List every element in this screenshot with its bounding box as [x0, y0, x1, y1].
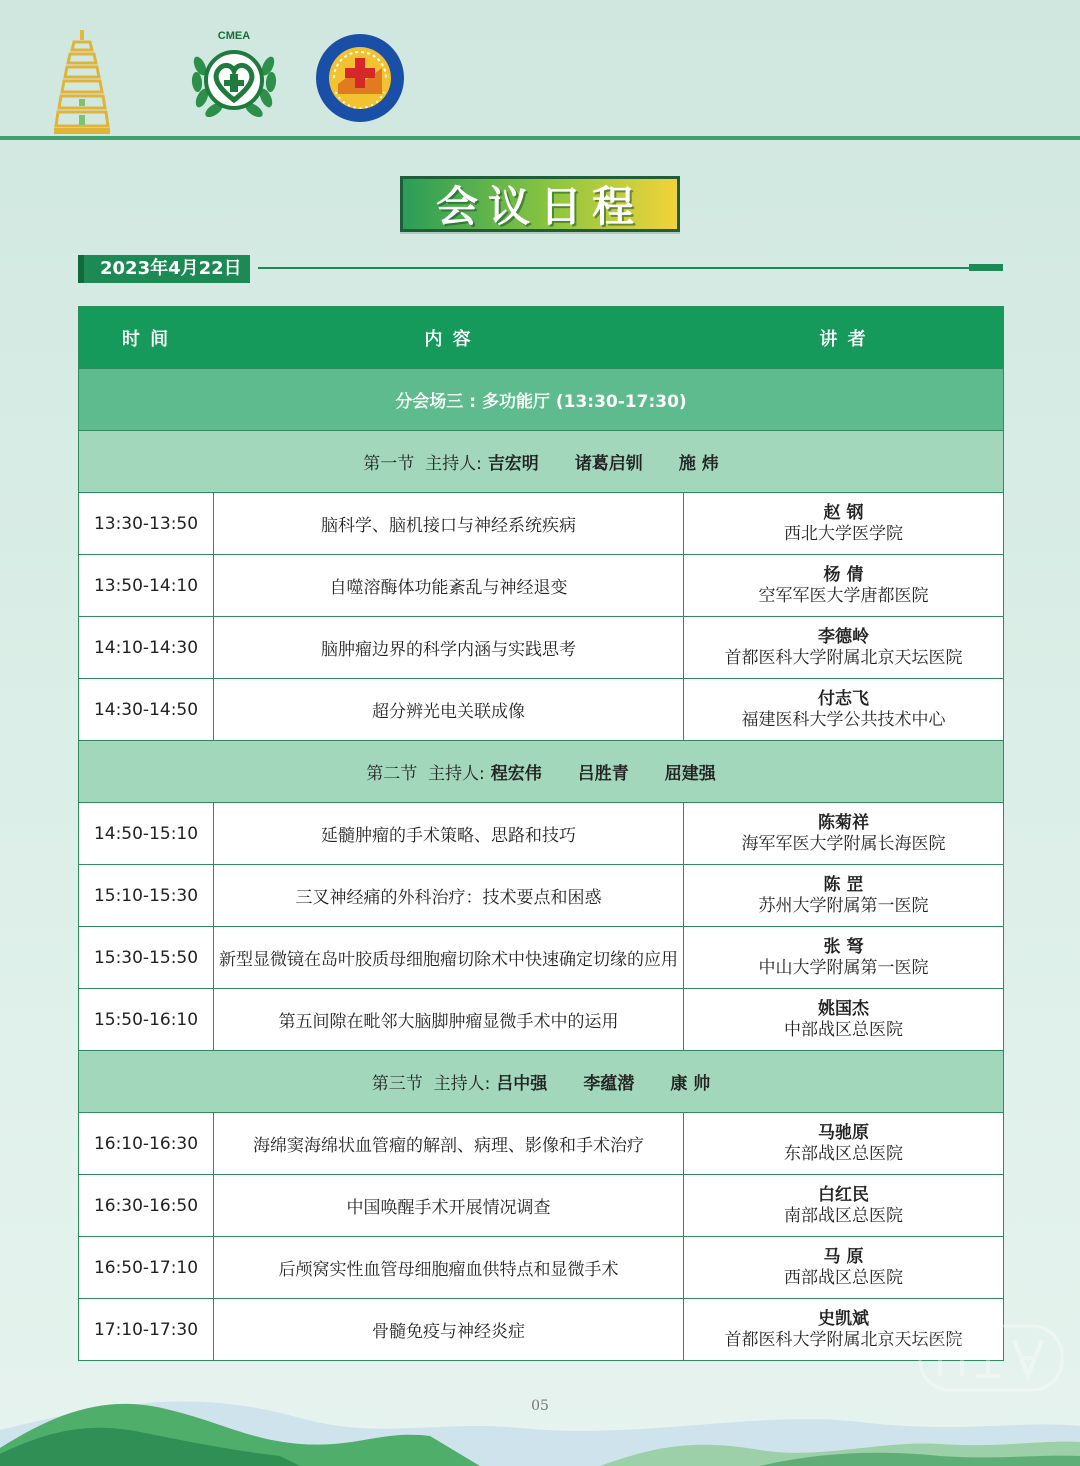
cmea-logo-text: CMEA [217, 30, 251, 42]
table-row [79, 989, 1004, 1051]
time-cell: 15:30-15:50 [79, 927, 214, 989]
cmea-emblem-icon [186, 26, 282, 122]
topic-cell: 三叉神经痛的外科治疗：技术要点和困惑 [214, 865, 684, 927]
time-cell: 15:50-16:10 [79, 989, 214, 1051]
date-row [78, 255, 1003, 283]
topic-cell: 海绵窦海绵状血管瘤的解剖、病理、影像和手术治疗 [214, 1113, 684, 1175]
hospital-seal-icon [314, 32, 406, 124]
section-row [79, 1051, 1004, 1113]
time-cell: 15:10-15:30 [79, 865, 214, 927]
speaker-name: 马 原 [823, 1246, 864, 1267]
table-header-row [79, 307, 1004, 369]
host-name: 吕胜青 [577, 764, 629, 784]
time-cell: 16:50-17:10 [79, 1237, 214, 1299]
speaker-cell [684, 927, 1004, 989]
speaker-cell [684, 1175, 1004, 1237]
table-row [79, 1299, 1004, 1361]
speaker-name: 张 弩 [823, 936, 864, 957]
speaker-institution: 西部战区总医院 [784, 1267, 903, 1288]
table-row [79, 927, 1004, 989]
speaker-cell [684, 803, 1004, 865]
table-row [79, 865, 1004, 927]
speaker-name: 赵 钢 [823, 502, 864, 523]
title-banner [400, 176, 680, 232]
topic-cell: 第五间隙在毗邻大脑脚肿瘤显微手术中的运用 [214, 989, 684, 1051]
speaker-name: 陈菊祥 [818, 812, 869, 833]
section-label: 第三节 [371, 1074, 423, 1094]
speaker-name: 杨 倩 [823, 564, 864, 585]
watermark-icon [916, 1318, 1066, 1398]
table-row [79, 1175, 1004, 1237]
header-rule [0, 136, 1080, 140]
topic-cell: 后颅窝实性血管母细胞瘤血供特点和显微手术 [214, 1237, 684, 1299]
table-row [79, 803, 1004, 865]
speaker-cell [684, 679, 1004, 741]
speaker-institution: 东部战区总医院 [784, 1143, 903, 1164]
speaker-institution: 苏州大学附属第一医院 [758, 895, 929, 916]
topic-cell: 超分辨光电关联成像 [214, 679, 684, 741]
topic-cell: 骨髓免疫与神经炎症 [214, 1299, 684, 1361]
section-header [79, 1051, 1004, 1113]
host-name: 程宏伟 [490, 764, 542, 784]
speaker-institution: 中山大学附属第一医院 [758, 957, 929, 978]
session-row [79, 369, 1004, 431]
time-cell: 14:30-14:50 [79, 679, 214, 741]
table-row [79, 1113, 1004, 1175]
host-name: 施 炜 [678, 454, 719, 474]
speaker-institution: 福建医科大学公共技术中心 [741, 709, 946, 730]
time-cell: 14:50-15:10 [79, 803, 214, 865]
host-label: 主持人: [433, 1074, 491, 1094]
speaker-cell [684, 617, 1004, 679]
speaker-institution: 海军军医大学附属长海医院 [741, 833, 946, 854]
time-cell: 16:10-16:30 [79, 1113, 214, 1175]
host-name: 诸葛启钏 [574, 454, 643, 474]
topic-cell: 脑科学、脑机接口与神经系统疾病 [214, 493, 684, 555]
table-row [79, 679, 1004, 741]
page-number: 05 [531, 1398, 549, 1414]
topic-cell: 延髓肿瘤的手术策略、思路和技巧 [214, 803, 684, 865]
speaker-cell [684, 1237, 1004, 1299]
section-header [79, 741, 1004, 803]
pagoda-icon [52, 30, 112, 136]
header-time: 时 间 [79, 307, 214, 369]
time-cell: 13:50-14:10 [79, 555, 214, 617]
speaker-name: 白红民 [818, 1184, 869, 1205]
page-title: 会议日程 [435, 182, 644, 231]
topic-cell: 新型显微镜在岛叶胶质母细胞瘤切除术中快速确定切缘的应用 [214, 927, 684, 989]
host-name: 屈建强 [664, 764, 716, 784]
speaker-cell [684, 989, 1004, 1051]
section-row [79, 431, 1004, 493]
host-name: 康 帅 [670, 1074, 711, 1094]
table-row [79, 1237, 1004, 1299]
host-name: 李蕴潜 [583, 1074, 635, 1094]
session-title: 分会场三 : 多功能厅 (13:30-17:30) [79, 369, 1004, 431]
speaker-institution: 西北大学医学院 [784, 523, 903, 544]
time-cell: 16:30-16:50 [79, 1175, 214, 1237]
table-row [79, 493, 1004, 555]
host-name: 吕中强 [496, 1074, 548, 1094]
speaker-cell [684, 555, 1004, 617]
schedule-table [78, 306, 1004, 1361]
speaker-name: 陈 罡 [823, 874, 864, 895]
section-label: 第一节 [363, 454, 415, 474]
speaker-name: 史凯斌 [818, 1308, 869, 1329]
speaker-cell [684, 1113, 1004, 1175]
speaker-name: 李德岭 [818, 626, 869, 647]
host-label: 主持人: [428, 764, 485, 784]
section-row [79, 741, 1004, 803]
table-row [79, 617, 1004, 679]
date-divider [258, 267, 969, 269]
time-cell: 14:10-14:30 [79, 617, 214, 679]
host-name: 吉宏明 [487, 454, 539, 474]
date-tag: 2023年4月22日 [78, 255, 250, 283]
speaker-institution: 南部战区总医院 [784, 1205, 903, 1226]
speaker-institution: 首都医科大学附属北京天坛医院 [724, 1329, 963, 1350]
speaker-name: 马驰原 [818, 1122, 869, 1143]
header-content: 内 容 [214, 307, 684, 369]
section-label: 第二节 [366, 764, 418, 784]
topic-cell: 中国唤醒手术开展情况调查 [214, 1175, 684, 1237]
speaker-name: 付志飞 [818, 688, 869, 709]
time-cell: 17:10-17:30 [79, 1299, 214, 1361]
speaker-institution: 空军军医大学唐都医院 [758, 585, 929, 606]
host-label: 主持人: [425, 454, 482, 474]
table-row [79, 555, 1004, 617]
speaker-cell [684, 493, 1004, 555]
speaker-name: 姚国杰 [818, 998, 869, 1019]
time-cell: 13:30-13:50 [79, 493, 214, 555]
speaker-cell [684, 865, 1004, 927]
date-divider-end [969, 264, 1003, 271]
topic-cell: 自噬溶酶体功能紊乱与神经退变 [214, 555, 684, 617]
topic-cell: 脑肿瘤边界的科学内涵与实践思考 [214, 617, 684, 679]
section-header [79, 431, 1004, 493]
speaker-institution: 首都医科大学附属北京天坛医院 [724, 647, 963, 668]
header-speaker: 讲 者 [684, 307, 1004, 369]
speaker-institution: 中部战区总医院 [784, 1019, 903, 1040]
